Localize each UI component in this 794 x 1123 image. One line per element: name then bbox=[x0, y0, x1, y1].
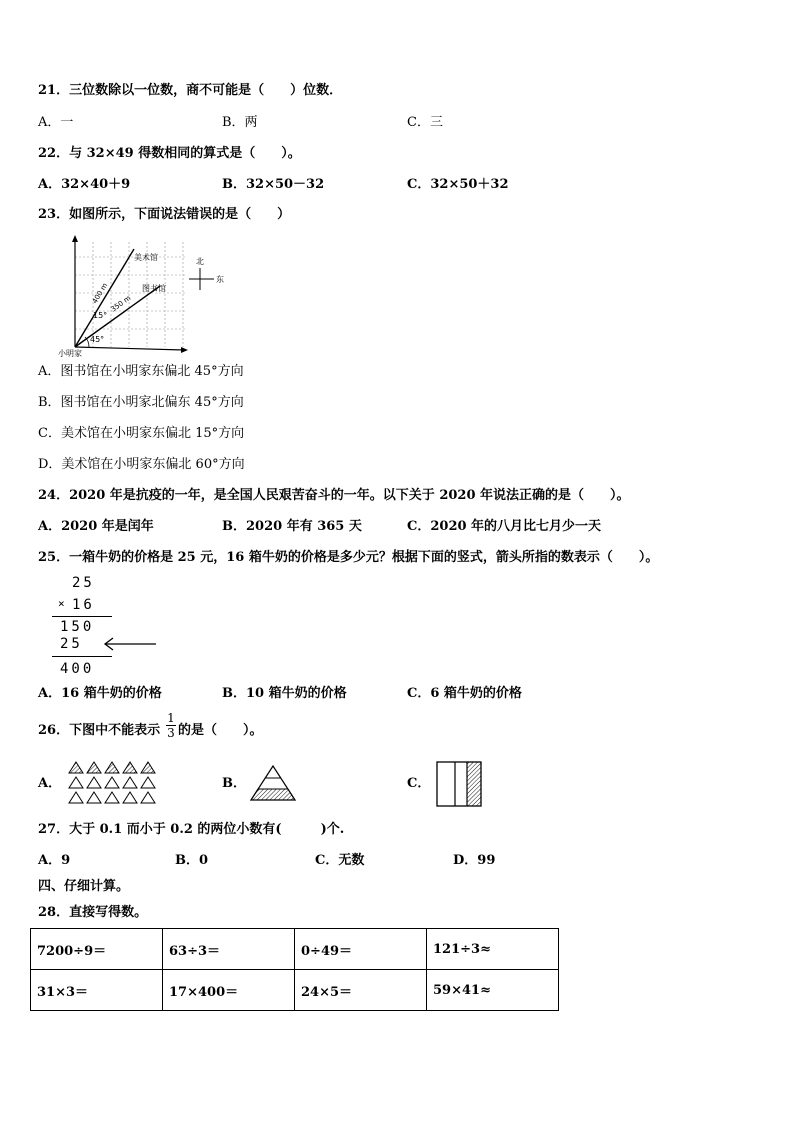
layered-triangle-figure bbox=[246, 764, 300, 802]
compass bbox=[189, 256, 224, 290]
table-cell: 59×41≈ bbox=[427, 970, 559, 1011]
grid bbox=[75, 242, 186, 347]
q27-option-b[interactable]: B．0 bbox=[175, 853, 209, 868]
library-label: 图书馆 bbox=[142, 284, 166, 293]
q27-stem: 27．大于 0.1 而小于 0.2 的两位小数有( )个. bbox=[38, 822, 345, 837]
q25-option-a[interactable]: A．16 箱牛奶的价格 bbox=[38, 686, 162, 701]
q23-stem: 23．如图所示，下面说法错误的是（ ） bbox=[38, 207, 291, 222]
q24-option-a[interactable]: A．2020 年是闰年 bbox=[38, 519, 154, 534]
fraction-numerator: 1 bbox=[167, 711, 175, 725]
times-sign: × bbox=[58, 597, 68, 610]
q21-option-c[interactable]: C．三 bbox=[407, 115, 443, 130]
table-cell: 17×400＝ bbox=[163, 970, 295, 1011]
q22-option-c[interactable]: C．32×50＋32 bbox=[407, 177, 509, 192]
q25-option-c[interactable]: C．6 箱牛奶的价格 bbox=[407, 686, 522, 701]
q27-option-c[interactable]: C．无数 bbox=[315, 853, 365, 868]
q26-stem-after: 的是（ ）。 bbox=[178, 723, 263, 738]
q23-option-d[interactable]: D．美术馆在小明家东偏北 60°方向 bbox=[38, 457, 245, 472]
multiplier: 16 bbox=[72, 597, 95, 613]
fraction-denominator: 3 bbox=[167, 726, 175, 740]
library-ray bbox=[75, 286, 160, 347]
table-cell: 31×3＝ bbox=[31, 970, 163, 1011]
multiplicand: 25 bbox=[72, 575, 95, 591]
table-cell: 63÷3＝ bbox=[163, 929, 295, 970]
north-arrow bbox=[72, 235, 78, 242]
calculation-table bbox=[30, 928, 559, 1011]
q24-option-c[interactable]: C．2020 年的八月比七月少一天 bbox=[407, 519, 602, 534]
partial-product-2: 25 bbox=[60, 636, 83, 652]
q23-option-a[interactable]: A．图书馆在小明家东偏北 45°方向 bbox=[38, 364, 244, 379]
origin-label: 小明家 bbox=[58, 349, 82, 357]
q26-option-b[interactable]: B． bbox=[222, 776, 246, 791]
q21-option-a[interactable]: A．一 bbox=[38, 115, 74, 130]
table-cell: 7200÷9＝ bbox=[31, 929, 163, 970]
partial-product-1: 150 bbox=[60, 619, 95, 635]
compass-north-label: 北 bbox=[196, 257, 204, 266]
compass-east-label: 东 bbox=[216, 275, 224, 284]
q24-option-b[interactable]: B．2020 年有 365 天 bbox=[222, 519, 362, 534]
line-2 bbox=[52, 656, 112, 657]
table-cell: 0÷49＝ bbox=[295, 929, 427, 970]
angle-45-label: 45° bbox=[90, 335, 105, 344]
q28-stem: 28．直接写得数。 bbox=[38, 905, 148, 920]
museum-distance: 400 m bbox=[90, 281, 110, 306]
direction-figure bbox=[38, 232, 238, 357]
east-axis bbox=[75, 347, 184, 350]
product: 400 bbox=[60, 661, 95, 677]
table-cell: 24×5＝ bbox=[295, 970, 427, 1011]
library-distance: 350 m bbox=[109, 293, 133, 314]
q21-option-b[interactable]: B．两 bbox=[222, 115, 258, 130]
q21-stem: 21．三位数除以一位数，商不可能是（ ）位数． bbox=[38, 83, 343, 98]
east-arrow bbox=[181, 347, 188, 353]
q23-option-b[interactable]: B．图书馆在小明家北偏东 45°方向 bbox=[38, 395, 244, 410]
q24-stem: 24．2020 年是抗疫的一年，是全国人民艰苦奋斗的一年。以下关于 2020 年说法正确的是（ ）。 bbox=[38, 488, 630, 503]
q26-stem-before: 26．下图中不能表示 bbox=[38, 723, 161, 738]
line-1 bbox=[52, 616, 112, 617]
angle-15-label: 15° bbox=[93, 311, 108, 320]
q23-option-c[interactable]: C．美术馆在小明家东偏北 15°方向 bbox=[38, 426, 245, 441]
q22-option-b[interactable]: B．32×50－32 bbox=[222, 177, 325, 192]
table-row bbox=[31, 929, 559, 970]
table-row bbox=[31, 970, 559, 1011]
triangle-array-figure bbox=[66, 760, 158, 806]
q25-stem: 25．一箱牛奶的价格是 25 元，16 箱牛奶的价格是多少元？根据下面的竖式，箭头所指的数表示（ ）。 bbox=[38, 550, 659, 565]
q27-option-a[interactable]: A．9 bbox=[38, 853, 71, 868]
section-heading: 四、仔细计算。 bbox=[38, 879, 130, 894]
q26-option-a[interactable]: A． bbox=[38, 776, 62, 791]
q22-option-a[interactable]: A．32×40＋9 bbox=[38, 177, 131, 192]
pointer-arrow-icon bbox=[100, 636, 160, 652]
q25-option-b[interactable]: B．10 箱牛奶的价格 bbox=[222, 686, 347, 701]
q26-option-c[interactable]: C． bbox=[407, 776, 431, 791]
table-cell: 121÷3≈ bbox=[427, 929, 559, 970]
q22-stem: 22．与 32×49 得数相同的算式是（ ）。 bbox=[38, 146, 301, 161]
museum-label: 美术馆 bbox=[134, 253, 158, 262]
q27-option-d[interactable]: D．99 bbox=[453, 853, 496, 868]
divided-rectangle-figure bbox=[436, 761, 484, 807]
